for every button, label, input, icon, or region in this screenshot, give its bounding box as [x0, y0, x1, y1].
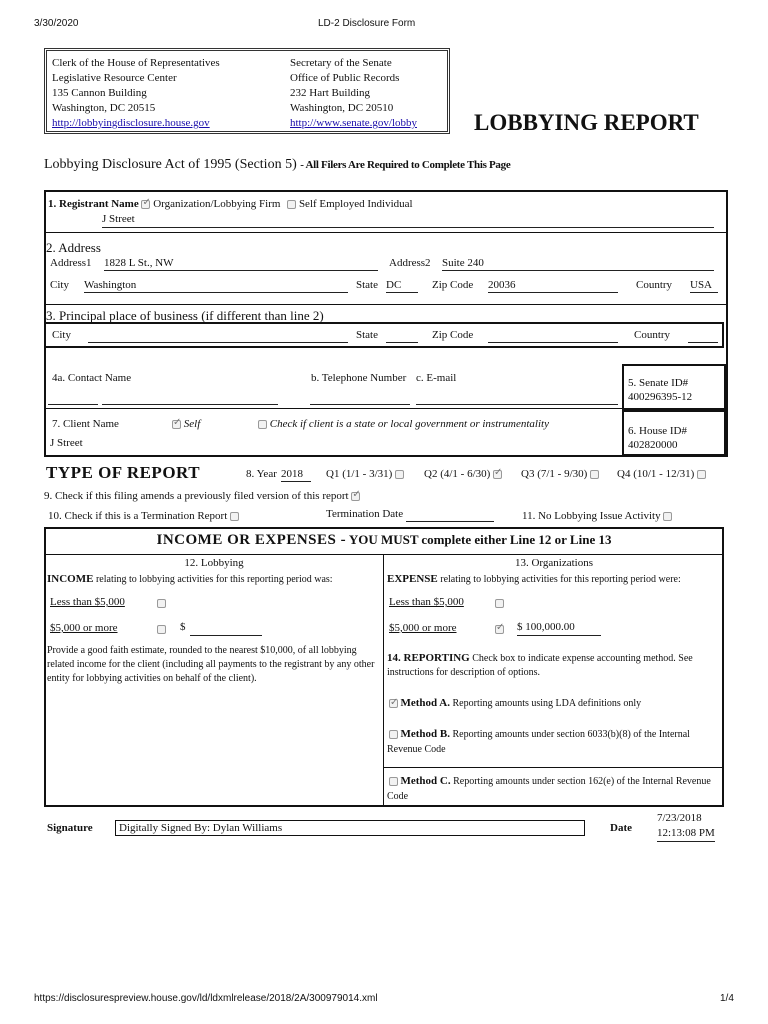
- self-employed-checkbox[interactable]: [287, 200, 296, 209]
- type-of-report-heading: TYPE OF REPORT: [46, 463, 201, 482]
- zip-label: Zip Code: [432, 279, 474, 291]
- address1-label: Address1: [50, 257, 92, 269]
- print-url: https://disclosurespreview.house.gov/ld/ldxmlrelease/2018/2A/300979014.xml: [34, 993, 378, 1004]
- country-field[interactable]: [690, 279, 718, 293]
- amend-row: [44, 490, 360, 502]
- income-bold: INCOME: [47, 573, 94, 585]
- reporting-bold: 14. REPORTING: [387, 652, 470, 664]
- termination-row: [48, 510, 239, 522]
- principal-zip-label: Zip Code: [432, 329, 474, 341]
- principal-country-label: Country: [634, 329, 671, 341]
- no-activity-row: [522, 510, 672, 522]
- income-less-label: Less than $5,000: [50, 596, 125, 608]
- signature-date-block: [657, 811, 715, 842]
- city-field[interactable]: [84, 279, 348, 293]
- q4-group: [617, 468, 706, 480]
- income-more-label: $5,000 or more: [50, 622, 118, 634]
- method-c-bold: Method C.: [400, 775, 451, 787]
- amend-label: 9. Check if this filing amends a previously filed version of this report: [44, 490, 349, 502]
- senate-id-value: 400296395-12: [628, 391, 693, 403]
- q2-group: [424, 468, 502, 480]
- act-note: - All Filers Are Required to Complete This Page: [300, 159, 511, 171]
- signature-date: 7/23/2018: [657, 812, 702, 824]
- q1-label: Q1 (1/1 - 3/31): [326, 468, 393, 480]
- q2-label: Q2 (4/1 - 6/30): [424, 468, 491, 480]
- q2-checkbox[interactable]: [493, 470, 502, 479]
- income-less-cb-wrap: [157, 597, 166, 609]
- print-page: 1/4: [720, 993, 734, 1004]
- no-activity-checkbox[interactable]: [663, 512, 672, 521]
- address2-field[interactable]: [442, 257, 714, 271]
- ie-column-divider: [383, 554, 384, 806]
- client-state-gov-group: [258, 418, 549, 430]
- zip-field[interactable]: [488, 279, 618, 293]
- ie-must: YOU MUST: [348, 532, 419, 547]
- principal-country-field[interactable]: [688, 329, 718, 343]
- state-gov-checkbox[interactable]: [258, 420, 267, 429]
- method-c-text: Reporting amounts under section 162(e) of the Internal Revenue Code: [387, 776, 711, 802]
- client-self-group: [172, 418, 200, 430]
- expense-more-cb-wrap: [495, 623, 504, 635]
- senate-id-box: [622, 364, 726, 410]
- house-id-value: 402820000: [628, 439, 678, 451]
- address-heading: 2. Address: [46, 240, 101, 255]
- address1-value: 1828 L St., NW: [104, 257, 174, 269]
- senate-block: [290, 56, 417, 131]
- clerk-line2: Legislative Resource Center: [52, 72, 177, 84]
- email-label: c. E-mail: [416, 372, 457, 384]
- registrant-label: 1. Registrant Name: [48, 198, 139, 210]
- clerk-line3: 135 Cannon Building: [52, 87, 147, 99]
- income-amount-field[interactable]: [190, 622, 262, 636]
- income-less-checkbox[interactable]: [157, 599, 166, 608]
- organizations-heading: 13. Organizations: [514, 557, 593, 569]
- expense-text: relating to lobbying activities for this reporting period were:: [437, 574, 681, 585]
- expense-less-label: Less than $5,000: [389, 596, 464, 608]
- method-b-row: [387, 727, 721, 757]
- house-id-box: [622, 410, 726, 456]
- income-line: [47, 573, 333, 585]
- client-name: J Street: [50, 437, 83, 449]
- registrant-name-field[interactable]: [102, 213, 714, 228]
- year-label: 8. Year: [246, 468, 277, 480]
- registrant-row: [48, 198, 413, 210]
- q4-label: Q4 (10/1 - 12/31): [617, 468, 695, 480]
- termination-date-label: Termination Date: [326, 508, 404, 520]
- principal-city-field[interactable]: [88, 329, 348, 343]
- method-a-bold: Method A.: [400, 697, 450, 709]
- address1-field[interactable]: [104, 257, 378, 271]
- method-a-row: [389, 696, 723, 711]
- income-more-checkbox[interactable]: [157, 625, 166, 634]
- report-title: LOBBYING REPORT: [474, 110, 699, 135]
- address-box: [44, 48, 450, 134]
- method-b-text: Reporting amounts under section 6033(b)(8) of the Internal Revenue Code: [387, 729, 690, 755]
- org-label: Organization/Lobbying Firm: [153, 198, 281, 210]
- method-a-text: Reporting amounts using LDA definitions only: [450, 698, 642, 709]
- contact-name-field[interactable]: [102, 392, 278, 405]
- signature-label: Signature: [47, 822, 93, 834]
- act-line: [44, 157, 510, 173]
- q3-checkbox[interactable]: [590, 470, 599, 479]
- client-self-label: Self: [183, 418, 201, 430]
- client-label: 7. Client Name: [52, 418, 119, 430]
- state-label: State: [356, 279, 378, 291]
- house-id-label: 6. House ID#: [628, 425, 687, 437]
- method-divider: [384, 767, 724, 768]
- senate-link[interactable]: http://www.senate.gov/lobby: [290, 117, 417, 129]
- expense-amount: $ 100,000.00: [517, 621, 575, 633]
- termination-checkbox[interactable]: [230, 512, 239, 521]
- clerk-link[interactable]: http://lobbyingdisclosure.house.gov: [52, 117, 210, 129]
- signature-field[interactable]: [115, 820, 585, 836]
- principal-state-label: State: [356, 329, 378, 341]
- method-b-checkbox[interactable]: [389, 730, 398, 739]
- lobbying-heading: 12. Lobbying: [184, 557, 244, 569]
- city-value: Washington: [84, 279, 137, 291]
- year-value: 2018: [281, 468, 303, 480]
- income-dollar: $: [180, 621, 186, 633]
- no-activity-label: 11. No Lobbying Issue Activity: [522, 510, 661, 522]
- expense-less-checkbox[interactable]: [495, 599, 504, 608]
- principal-state-field[interactable]: [386, 329, 418, 343]
- divider-2: [44, 232, 728, 233]
- termination-label: 10. Check if this is a Termination Report: [48, 510, 228, 522]
- expense-more-label: $5,000 or more: [389, 622, 457, 634]
- estimate-text: Provide a good faith estimate, rounded to the nearest $10,000, of all lobbying related income for the client (including all payments to the registrant by any other entity for lobbying activities on behalf of the client).: [47, 645, 375, 684]
- q3-group: [521, 468, 599, 480]
- senate-id-label: 5. Senate ID#: [628, 377, 689, 389]
- signature-time: 12:13:08 PM: [657, 826, 715, 842]
- senate-line2: Office of Public Records: [290, 72, 400, 84]
- self-employed-label: Self Employed Individual: [298, 198, 413, 210]
- divider-7: [44, 408, 624, 409]
- print-title: LD-2 Disclosure Form: [318, 18, 416, 29]
- q4-checkbox[interactable]: [697, 470, 706, 479]
- email-field[interactable]: [416, 392, 618, 405]
- state-field[interactable]: [386, 279, 418, 293]
- expense-line: [387, 573, 681, 585]
- org-checkbox[interactable]: [141, 200, 150, 209]
- expense-bold: EXPENSE: [387, 573, 438, 585]
- method-c-row: [387, 774, 721, 804]
- senate-line1: Secretary of the Senate: [290, 57, 392, 69]
- income-more-cb-wrap: [157, 623, 166, 635]
- income-expenses-header: [44, 532, 724, 549]
- registrant-name: J Street: [102, 213, 135, 225]
- expense-less-cb-wrap: [495, 597, 504, 609]
- income-text: relating to lobbying activities for this reporting period was:: [93, 574, 333, 585]
- clerk-line1: Clerk of the House of Representatives: [52, 57, 220, 69]
- address2-value: Suite 240: [442, 257, 484, 269]
- clerk-block: [52, 56, 220, 131]
- ie-complete: complete either Line 12 or Line 13: [421, 532, 612, 547]
- year-field[interactable]: [281, 468, 311, 482]
- method-c-checkbox[interactable]: [389, 777, 398, 786]
- expense-amount-field[interactable]: [517, 621, 601, 636]
- method-b-bold: Method B.: [400, 728, 450, 740]
- q3-label: Q3 (7/1 - 9/30): [521, 468, 588, 480]
- act-text: Lobbying Disclosure Act of 1995 (Section 5): [44, 157, 297, 172]
- date-label: Date: [610, 822, 632, 834]
- principal-city-label: City: [52, 329, 71, 341]
- ie-divider: [44, 554, 724, 555]
- method-a-checkbox[interactable]: [389, 699, 398, 708]
- phone-label: b. Telephone Number: [311, 372, 407, 384]
- reporting-text: Check box to indicate expense accounting method. See instructions for description of options.: [387, 653, 693, 678]
- reporting-text-block: [387, 651, 721, 680]
- contact-label: 4a. Contact Name: [52, 372, 132, 384]
- country-value: USA: [690, 279, 713, 291]
- state-value: DC: [386, 279, 402, 291]
- signature-value: Digitally Signed By: Dylan Williams: [119, 822, 283, 834]
- senate-line3: 232 Hart Building: [290, 87, 371, 99]
- city-label: City: [50, 279, 69, 291]
- q1-group: [326, 468, 404, 480]
- expense-more-checkbox[interactable]: [495, 625, 504, 634]
- print-date: 3/30/2020: [34, 18, 79, 29]
- principal-heading: 3. Principal place of business (if different than line 2): [46, 308, 324, 323]
- phone-field[interactable]: [310, 392, 410, 405]
- amend-checkbox[interactable]: [351, 492, 360, 501]
- principal-zip-field[interactable]: [488, 329, 618, 343]
- country-label: Country: [636, 279, 673, 291]
- ie-heading: INCOME OR EXPENSES -: [156, 532, 347, 548]
- divider-3: [44, 304, 728, 305]
- client-self-checkbox[interactable]: [172, 420, 181, 429]
- contact-prefix-field[interactable]: [48, 392, 98, 405]
- clerk-line4: Washington, DC 20515: [52, 102, 156, 114]
- q1-checkbox[interactable]: [395, 470, 404, 479]
- state-gov-label: Check if client is a state or local government or instrumentality: [269, 418, 549, 430]
- address2-label: Address2: [389, 257, 431, 269]
- zip-value: 20036: [488, 279, 516, 291]
- termination-date-field[interactable]: [406, 508, 494, 522]
- senate-line4: Washington, DC 20510: [290, 102, 394, 114]
